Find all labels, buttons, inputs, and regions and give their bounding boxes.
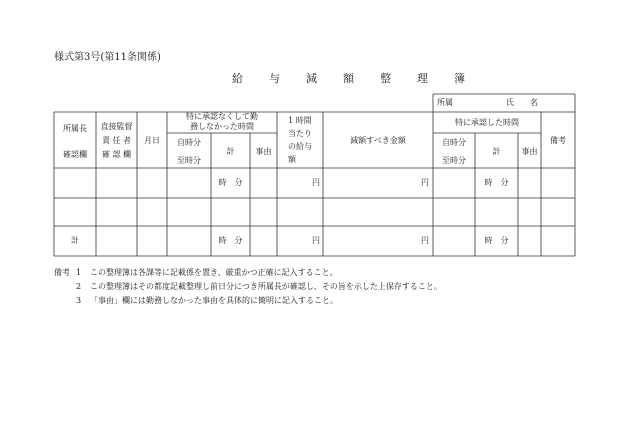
from-time-header: 自時分 <box>177 138 201 147</box>
affiliation-label: 所属 <box>437 98 453 107</box>
supervisor-header-line3: 確 認 欄 <box>101 150 132 159</box>
approved-total-header: 計 <box>492 147 501 156</box>
total-header: 計 <box>226 147 235 156</box>
note-number: 1 <box>76 268 82 277</box>
title-char: 額 <box>343 72 354 85</box>
title-char: 給 <box>232 72 243 85</box>
supervisor-header-line2: 責 任 者 <box>101 136 132 145</box>
approved-to-time-header: 至時分 <box>442 156 466 165</box>
title-char: 簿 <box>454 72 465 85</box>
supervisor-header-line1: 直接監督 <box>100 122 133 131</box>
to-time-header: 至時分 <box>177 156 201 165</box>
row1-hourly-yen-unit: 円 <box>312 178 320 187</box>
note-number: 2 <box>76 282 82 291</box>
total-unapproved-hm-unit: 時 分 <box>218 236 243 245</box>
notes-label: 備考 <box>54 268 70 277</box>
hourly-pay-header-line4: 額 <box>288 155 296 164</box>
note-number: 3 <box>76 296 82 305</box>
total-hourly-yen-unit: 円 <box>312 236 320 245</box>
hourly-pay-header-line3: の給与 <box>288 142 312 151</box>
note-text: 「事由」欄には勤務しなかった事由を具体的に簡明に記入すること。 <box>90 296 338 305</box>
hourly-pay-header-line1: 1 時間 <box>288 116 312 125</box>
row1-unapproved-hm-unit: 時 分 <box>218 178 243 187</box>
total-reduction-yen-unit: 円 <box>421 236 429 245</box>
title-char: 減 <box>306 72 317 85</box>
title-char: 与 <box>269 72 280 85</box>
chief-header-line1: 所属長 <box>63 124 87 133</box>
total-row-label: 計 <box>71 236 79 245</box>
reduction-amount-header: 減額すべき金額 <box>350 136 406 145</box>
note-item <box>54 294 442 308</box>
total-approved-hm-unit: 時 分 <box>484 236 509 245</box>
hourly-pay-header-line2: 当たり <box>288 129 312 138</box>
note-item <box>54 266 442 280</box>
remarks-notes <box>54 266 442 308</box>
approved-time-header: 特に承認した時間 <box>455 118 519 127</box>
title-char: 理 <box>417 72 428 85</box>
unapproved-header-line2: 務しなかった時間 <box>190 122 254 131</box>
approved-reason-header: 事由 <box>521 147 538 156</box>
title-char: 整 <box>380 72 391 85</box>
date-header: 月日 <box>144 136 160 145</box>
row1-approved-hm-unit: 時 分 <box>484 178 509 187</box>
approved-from-time-header: 自時分 <box>442 138 466 147</box>
name-label: 氏 名 <box>506 98 538 107</box>
remarks-header: 備考 <box>550 136 566 145</box>
note-text: この整理簿はその都度記載整理し前日分につき所属長が確認し、その旨を示した上保存すること。 <box>90 282 442 291</box>
row1-reduction-yen-unit: 円 <box>421 178 429 187</box>
chief-header-line2: 確認欄 <box>63 150 87 159</box>
reason-header: 事由 <box>255 147 272 156</box>
form-number: 様式第3号(第11条関係) <box>54 52 161 63</box>
note-text: この整理簿は各課等に記載係を置き、厳重かつ正確に記入すること。 <box>90 268 338 277</box>
unapproved-header-line1: 特に承認なくして勤 <box>186 112 258 121</box>
note-item <box>54 280 442 294</box>
